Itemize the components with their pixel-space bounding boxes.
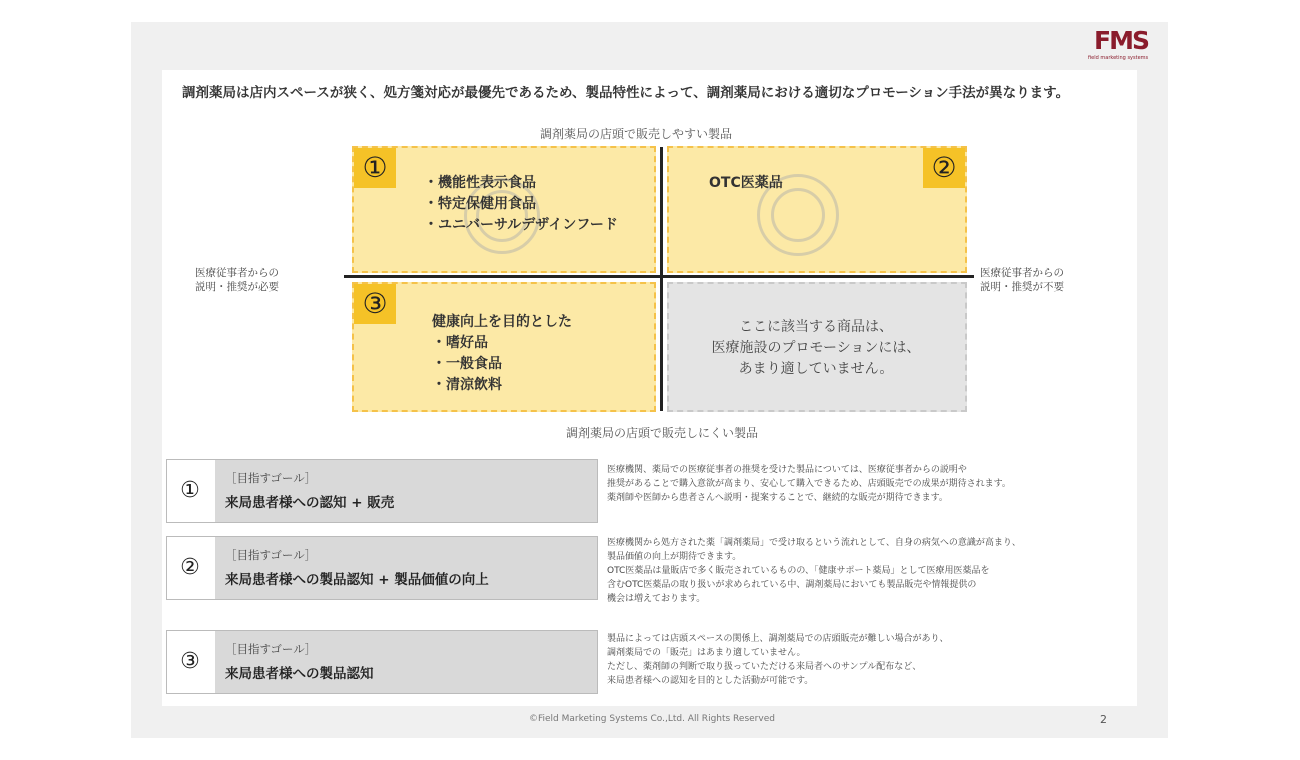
- goal-3-description: [607, 632, 1107, 688]
- quadrant-1: [352, 146, 656, 273]
- left-axis-line-1: 医療従事者からの: [195, 267, 279, 279]
- goal-1-label: ［目指すゴール］: [225, 471, 317, 485]
- top-axis-label: 調剤薬局の店頭で販売しやすい製品: [540, 127, 733, 141]
- goal-1-desc-line: 薬剤師や医師から患者さんへ説明・提案することで、継続的な販売が期待できます。: [607, 493, 948, 503]
- goal-3-desc-line: 製品によっては店頭スペースの関係上、調剤薬局での店頭販売が難しい場合があり、: [607, 634, 949, 644]
- quadrant-4-text: [669, 317, 963, 380]
- goal-2-desc-line: 機会は増えております。: [607, 594, 706, 604]
- quadrant-2-text: OTC医薬品: [709, 175, 783, 191]
- q3-line-3: ・一般食品: [432, 356, 502, 372]
- bottom-axis-label: 調剤薬局の店頭で販売しにくい製品: [566, 426, 759, 440]
- horizontal-axis-line: [344, 275, 974, 278]
- quadrant-3-text: [432, 312, 572, 396]
- quadrant-1-text: [424, 173, 618, 236]
- right-axis-line-2: 説明・推奨が不要: [980, 281, 1064, 293]
- goal-2-desc-line: 製品価値の向上が期待できます。: [607, 552, 742, 562]
- goal-2-description: [607, 536, 1107, 606]
- goal-1-number: ①: [180, 478, 200, 503]
- left-axis-label: [195, 266, 279, 294]
- q3-line-4: ・清涼飲料: [432, 377, 502, 393]
- goal-1-box: [215, 460, 597, 522]
- goal-2-title: 来局患者様への製品認知 + 製品価値の向上: [225, 572, 489, 588]
- goal-2-number: ②: [180, 555, 200, 580]
- goal-3-desc-line: 来局患者様への認知を目的とした活動が可能です。: [607, 676, 814, 686]
- q1-line-1: ・機能性表示食品: [424, 175, 536, 191]
- goal-3-number: ③: [180, 649, 200, 674]
- goal-row-2: [166, 536, 598, 600]
- goal-1-description: [607, 463, 1107, 505]
- q3-line-1: 健康向上を目的とした: [432, 314, 572, 330]
- headline: 調剤薬局は店内スペースが狭く、処方箋対応が最優先であるため、製品特性によって、調剤薬局における適切なプロモーション手法が異なります。: [182, 85, 1070, 101]
- goal-row-3: [166, 630, 598, 694]
- q4-line-2: 医療施設のプロモーションには、: [711, 340, 921, 356]
- fms-logo: FMS: [1094, 26, 1148, 55]
- goal-1-title: 来局患者様への認知 + 販売: [225, 495, 395, 511]
- q4-line-1: ここに該当する商品は、: [739, 319, 893, 335]
- vertical-axis-line: [660, 147, 663, 411]
- goal-3-desc-line: ただし、薬剤師の判断で取り扱っていただける来局者へのサンプル配布など、: [607, 662, 922, 672]
- goal-2-desc-line: 医療機関から処方された薬「調剤薬局」で受け取るという流れとして、自身の病気への意識が高まり、: [607, 538, 1021, 548]
- goal-row-1: [166, 459, 598, 523]
- goal-2-desc-line: 含むOTC医薬品の取り扱いが求められている中、調剤薬局においても製品販売や情報提供の: [607, 580, 977, 590]
- page-number: 2: [1100, 713, 1107, 726]
- logo-subtitle: field marketing systems: [1088, 55, 1149, 61]
- q1-line-2: ・特定保健用食品: [424, 196, 536, 212]
- quadrant-3-badge: ③: [354, 284, 396, 324]
- quadrant-2-badge: ②: [923, 148, 965, 188]
- goal-3-box: [215, 631, 597, 693]
- quadrant-1-badge: ①: [354, 148, 396, 188]
- right-axis-label: [980, 266, 1064, 294]
- quadrant-2: [667, 146, 967, 273]
- quadrant-4: [667, 282, 967, 412]
- right-axis-line-1: 医療従事者からの: [980, 267, 1064, 279]
- goal-2-label: ［目指すゴール］: [225, 548, 317, 562]
- goal-1-desc-line: 医療機関、薬局での医療従事者の推奨を受けた製品については、医療従事者からの説明や: [607, 465, 967, 475]
- left-axis-line-2: 説明・推奨が必要: [195, 281, 279, 293]
- quadrant-3: [352, 282, 656, 412]
- goal-3-desc-line: 調剤薬局での「販売」はあまり適していません。: [607, 648, 806, 658]
- goal-3-label: ［目指すゴール］: [225, 642, 317, 656]
- goal-3-title: 来局患者様への製品認知: [225, 666, 374, 682]
- q1-line-3: ・ユニバーサルデザインフード: [424, 217, 618, 233]
- goal-1-desc-line: 推奨があることで購入意欲が高まり、安心して購入できるため、店頭販売での成果が期待されます。: [607, 479, 1011, 489]
- goal-2-desc-line: OTC医薬品は量販店で多く販売されているものの、「健康サポート薬局」として医療用医薬品を: [607, 566, 990, 576]
- q3-line-2: ・嗜好品: [432, 335, 488, 351]
- copyright-footer: ©Field Marketing Systems Co.,Ltd. All Rights Reserved: [529, 714, 775, 724]
- goal-2-box: [215, 537, 597, 599]
- q4-line-3: あまり適していません。: [738, 361, 894, 377]
- watermark-ring: [771, 188, 825, 242]
